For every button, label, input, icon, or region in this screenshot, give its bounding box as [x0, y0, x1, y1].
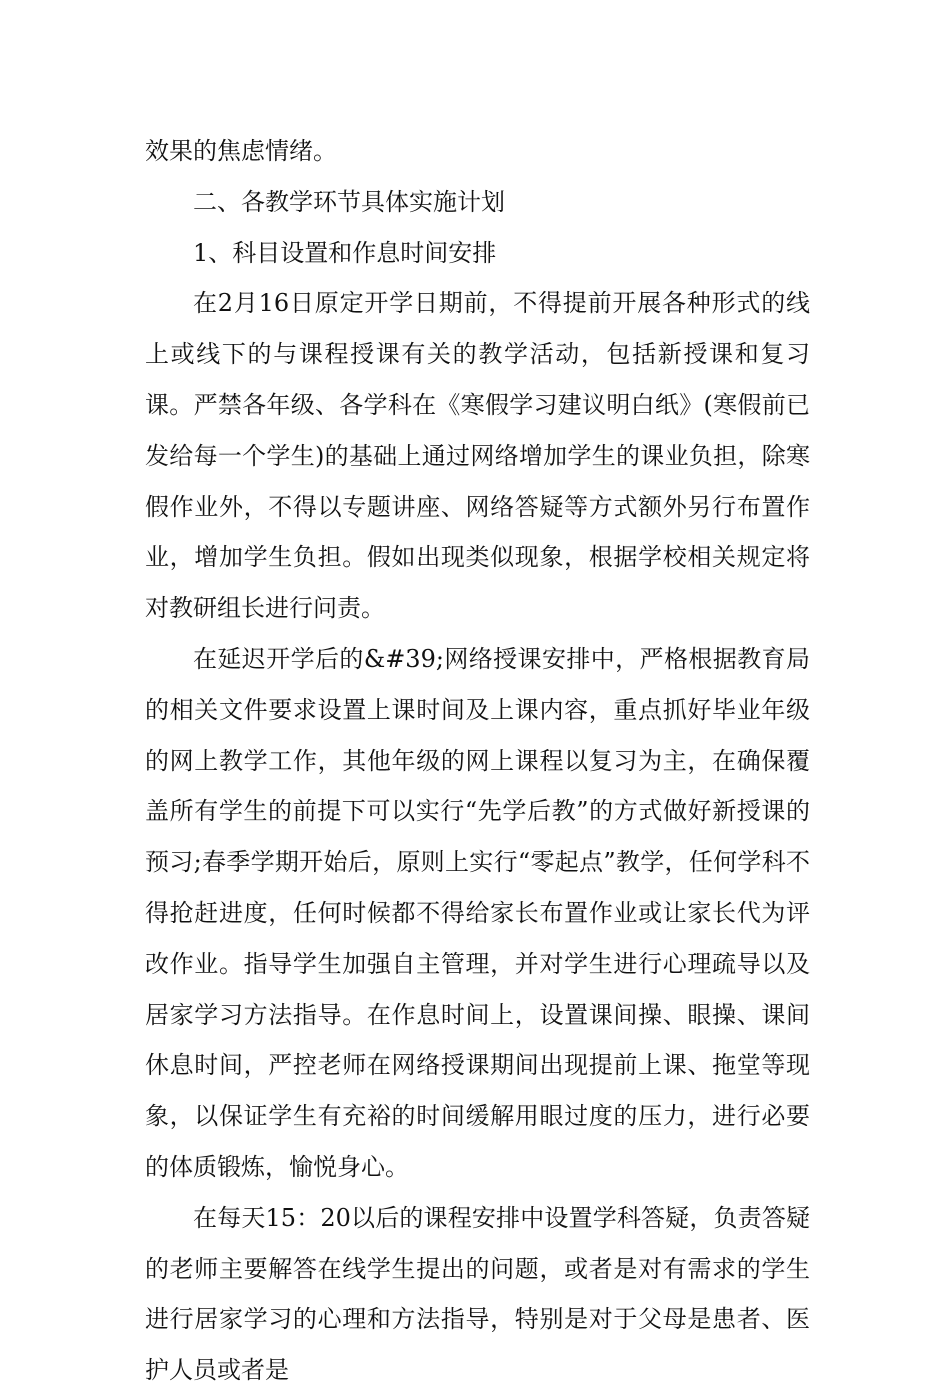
- paragraph-continuation: 效果的焦虑情绪。: [145, 137, 337, 165]
- subsection-heading: 1、科目设置和作息时间安排: [193, 238, 497, 267]
- document-body: [145, 126, 810, 1396]
- paragraph: 在2月16日原定开学日期前，不得提前开展各种形式的线上或线下的与课程授课有关的教学活动，包括新授课和复习课。严禁各年级、各学科在《寒假学习建议明白纸》(寒假前已发给每一个学生)的基础上通过网络增加学生的课业负担，除寒假作业外，不得以专题讲座、网络答疑等方式额外另行布置作业，增加学生负担。假如出现类似现象，根据学校相关规定将对教研组长进行问责。: [145, 289, 810, 623]
- paragraph: 在每天15：20以后的课程安排中设置学科答疑，负责答疑的老师主要解答在线学生提出的问题，或者是对有需求的学生进行居家学习的心理和方法指导，特别是对于父母是患者、医护人员或者是: [145, 1203, 810, 1385]
- paragraph: 在延迟开学后的&#39;网络授课安排中，严格根据教育局的相关文件要求设置上课时间及上课内容，重点抓好毕业年级的网上教学工作，其他年级的网上课程以复习为主，在确保覆盖所有学生的前提下可以实行“先学后教”的方式做好新授课的预习;春季学期开始后，原则上实行“零起点”教学，任何学科不得抢赶进度，任何时候都不得给家长布置作业或让家长代为评改作业。指导学生加强自主管理，并对学生进行心理疏导以及居家学习方法指导。在作息时间上，设置课间操、眼操、课间休息时间，严控老师在网络授课期间出现提前上课、拖堂等现象，以保证学生有充裕的时间缓解用眼过度的压力，进行必要的体质锻炼，愉悦身心。: [145, 644, 810, 1181]
- section-heading: 二、各教学环节具体实施计划: [193, 187, 505, 216]
